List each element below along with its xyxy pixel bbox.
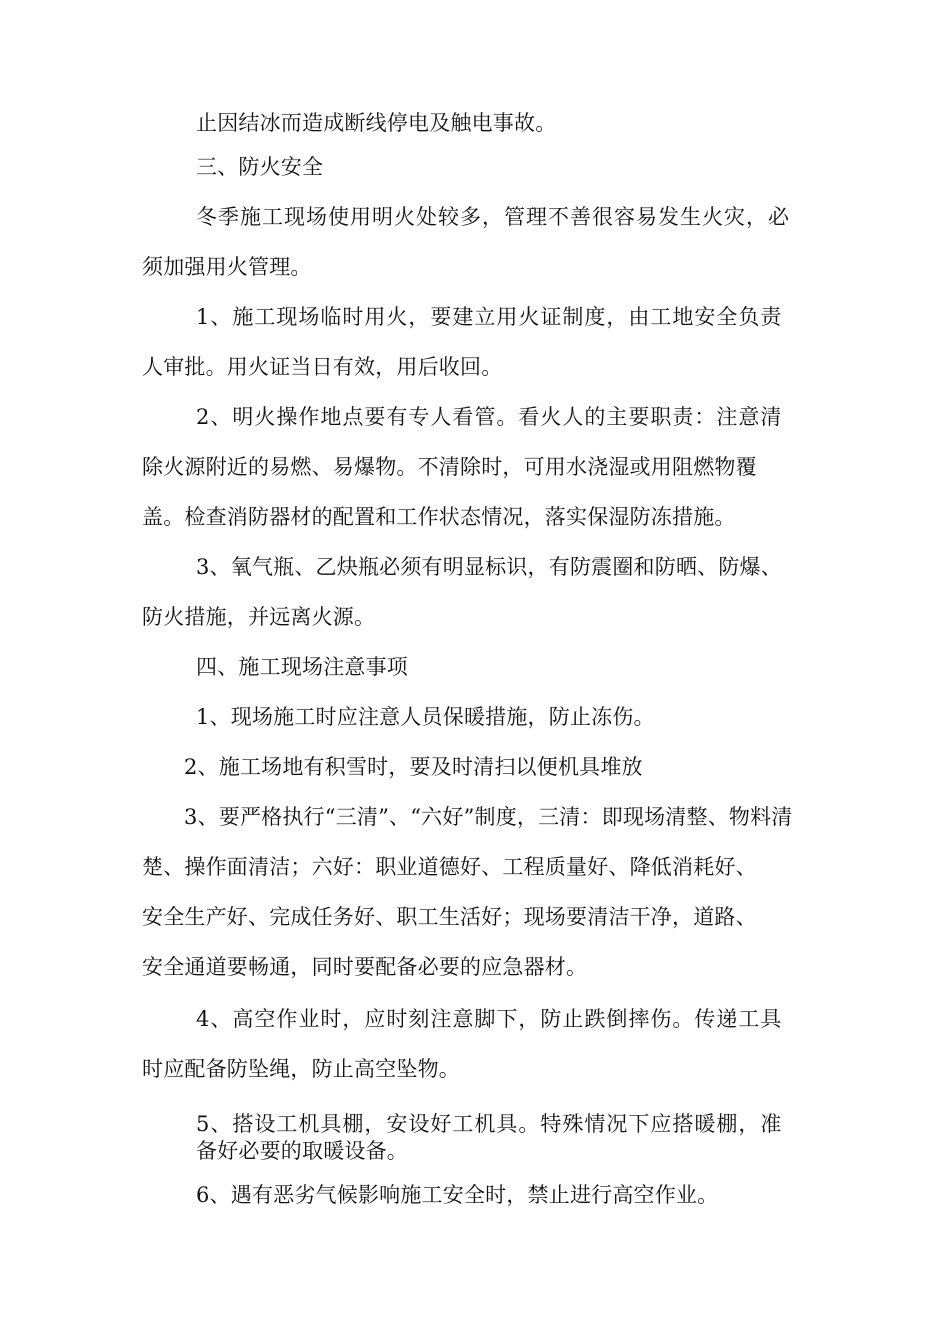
text-line: 楚、操作面清洁；六好：职业道德好、工程质量好、降低消耗好、: [142, 855, 757, 879]
text-line: 防火措施，并远离火源。: [142, 605, 376, 629]
text-line: 3、要严格执行“三清”、“六好”制度，三清：即现场清整、物料清: [184, 805, 793, 829]
text-line: 盖。检查消防器材的配置和工作状态情况，落实保湿防冻措施。: [142, 505, 736, 529]
text-line: 1、现场施工时应注意人员保暖措施，防止冻伤。: [196, 705, 655, 729]
text-line: 止因结冰而造成断线停电及触电事故。: [196, 111, 557, 135]
text-line: 备好必要的取暖设备。: [196, 1139, 408, 1163]
text-line: 安全生产好、完成任务好、职工生活好；现场要清洁干净，道路、: [142, 905, 757, 929]
text-line: 时应配备防坠绳，防止高空坠物。: [142, 1057, 460, 1081]
text-line: 冬季施工现场使用明火处较多，管理不善很容易发生火灾，必: [196, 205, 790, 229]
text-line: 2、施工场地有积雪时，要及时清扫以便机具堆放: [184, 755, 643, 779]
text-line: 人审批。用火证当日有效，用后收回。: [142, 355, 503, 379]
text-line: 须加强用火管理。: [142, 255, 312, 279]
section-heading: 三、防火安全: [196, 155, 324, 179]
text-line: 6、遇有恶劣气候影响施工安全时，禁止进行高空作业。: [196, 1183, 719, 1207]
text-line: 5、搭设工机具棚，安设好工机具。特殊情况下应搭暖棚，准: [196, 1112, 783, 1136]
text-line: 1、施工现场临时用火，要建立用火证制度，由工地安全负责: [196, 305, 783, 329]
text-line: 2、明火操作地点要有专人看管。看火人的主要职责：注意清: [196, 405, 783, 429]
text-line: 3、氧气瓶、乙炔瓶必须有明显标识，有防震圈和防晒、防爆、: [196, 555, 782, 579]
text-line: 4、高空作业时，应时刻注意脚下，防止跌倒摔伤。传递工具: [196, 1007, 783, 1031]
text-line: 除火源附近的易燃、易爆物。不清除时，可用水浇湿或用阻燃物覆: [142, 455, 757, 479]
section-heading: 四、施工现场注意事项: [196, 655, 408, 679]
text-line: 安全通道要畅通，同时要配备必要的应急器材。: [142, 955, 588, 979]
